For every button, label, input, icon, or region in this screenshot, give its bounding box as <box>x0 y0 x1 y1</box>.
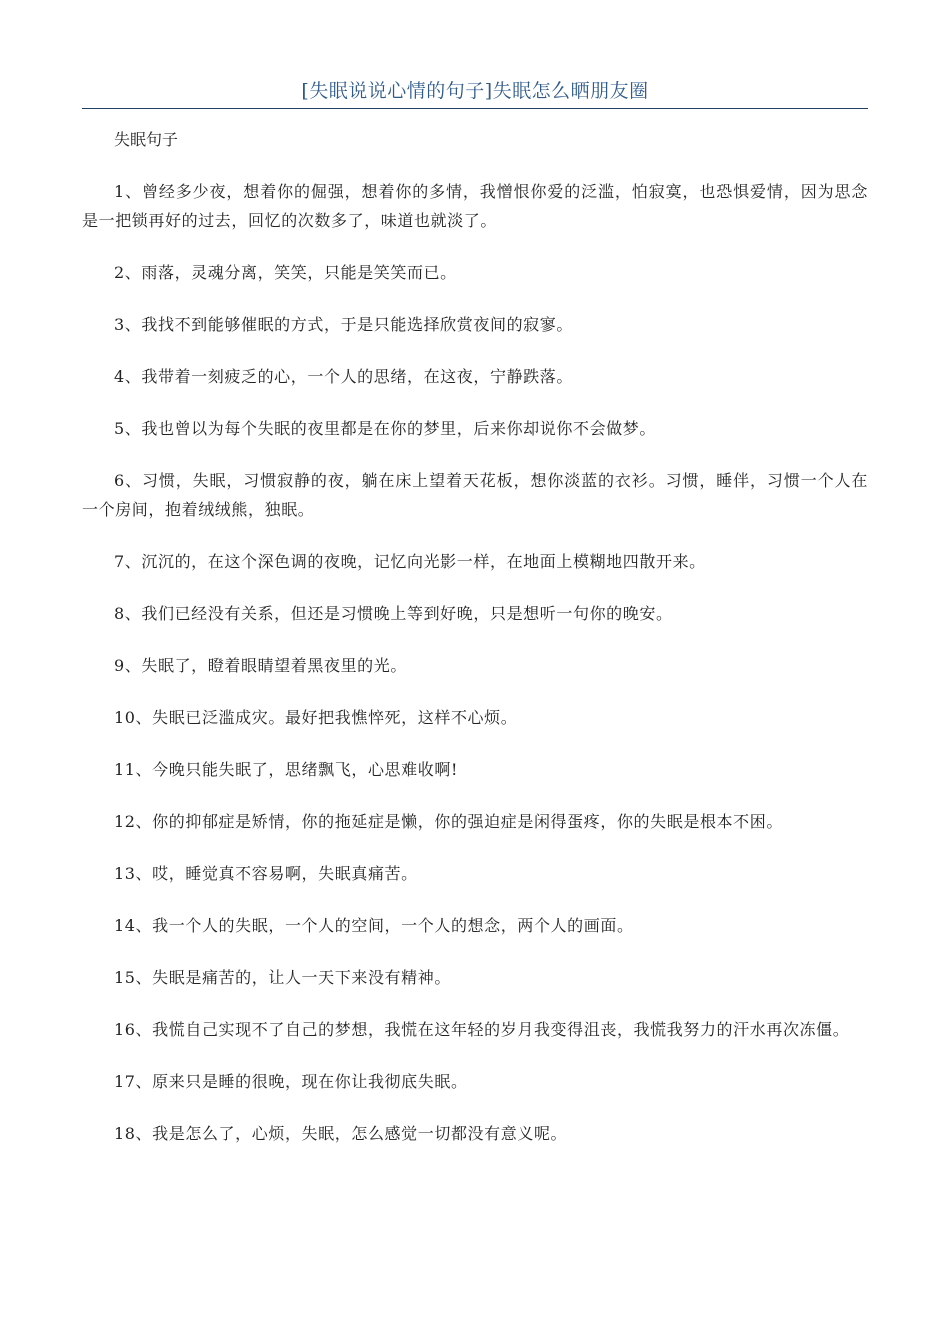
paragraph-5: 5、我也曾以为每个失眠的夜里都是在你的梦里，后来你却说你不会做梦。 <box>114 419 656 438</box>
paragraph-9: 9、失眠了，瞪着眼睛望着黑夜里的光。 <box>114 656 407 675</box>
paragraph-12: 12、你的抑郁症是矫情，你的拖延症是懒，你的强迫症是闲得蛋疼，你的失眠是根本不困。 <box>114 812 783 831</box>
paragraph-7: 7、沉沉的，在这个深色调的夜晚，记忆向光影一样，在地面上模糊地四散开来。 <box>114 552 706 571</box>
paragraph-3: 3、我找不到能够催眠的方式，于是只能选择欣赏夜间的寂寥。 <box>114 315 573 334</box>
document-body <box>82 126 868 1171</box>
paragraph-15: 15、失眠是痛苦的，让人一天下来没有精神。 <box>114 968 451 987</box>
paragraph-18: 18、我是怎么了，心烦，失眠，怎么感觉一切都没有意义呢。 <box>114 1124 568 1143</box>
document-title: [失眠说说心情的句子]失眠怎么晒朋友圈 <box>301 80 649 102</box>
paragraph-13: 13、哎，睡觉真不容易啊，失眠真痛苦。 <box>114 864 418 883</box>
paragraph-1: 1、曾经多少夜，想着你的倔强，想着你的多情，我憎恨你爱的泛滥，怕寂寞，也恐惧爱情，因为思念是一把锁再好的过去，回忆的次数多了，味道也就淡了。 <box>82 182 868 230</box>
paragraph-4: 4、我带着一刻疲乏的心，一个人的思绪，在这夜，宁静跌落。 <box>114 367 573 386</box>
paragraph-8: 8、我们已经没有关系，但还是习惯晚上等到好晚，只是想听一句你的晚安。 <box>114 604 673 623</box>
paragraph-list <box>82 177 868 1148</box>
paragraph-17: 17、原来只是睡的很晚，现在你让我彻底失眠。 <box>114 1072 468 1091</box>
paragraph-10: 10、失眠已泛滥成灾。最好把我憔悴死，这样不心烦。 <box>114 708 518 727</box>
paragraph-2: 2、雨落，灵魂分离，笑笑，只能是笑笑而已。 <box>114 263 457 282</box>
paragraph-16: 16、我慌自己实现不了自己的梦想，我慌在这年轻的岁月我变得沮丧，我慌我努力的汗水再次冻僵。 <box>114 1020 850 1039</box>
page-header <box>82 78 868 109</box>
section-heading: 失眠句子 <box>114 130 179 149</box>
paragraph-6: 6、习惯，失眠，习惯寂静的夜，躺在床上望着天花板，想你淡蓝的衣衫。习惯，睡伴，习惯一个人在一个房间，抱着绒绒熊，独眠。 <box>82 471 868 519</box>
paragraph-14: 14、我一个人的失眠，一个人的空间，一个人的想念，两个人的画面。 <box>114 916 634 935</box>
paragraph-11: 11、今晚只能失眠了，思绪飘飞，心思难收啊! <box>114 760 458 779</box>
